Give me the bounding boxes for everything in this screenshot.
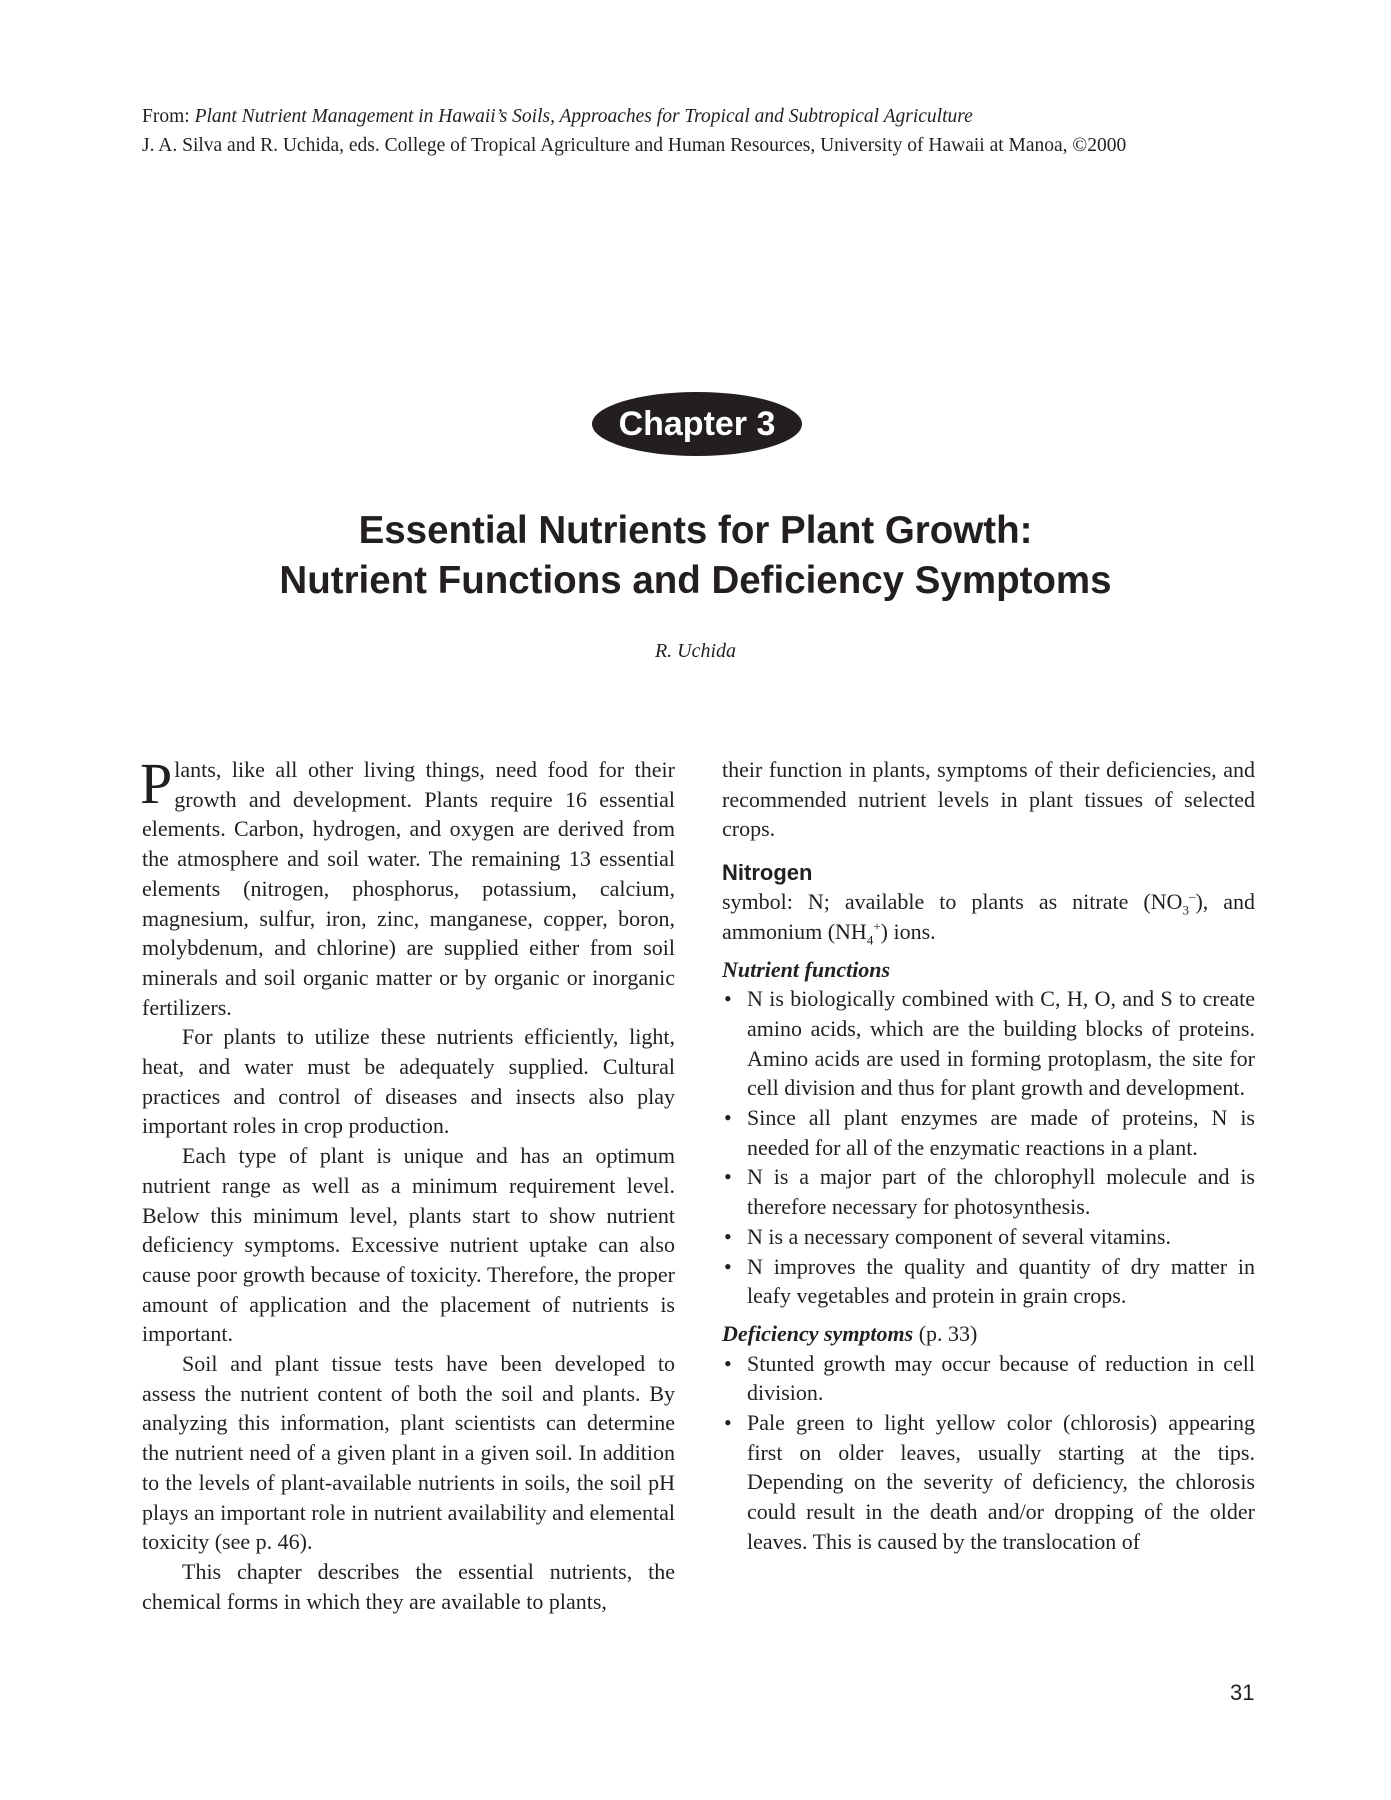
- functions-list: [722, 984, 1255, 1311]
- paragraph: their function in plants, symptoms of their deficiencies, and recommended nutrient levels in plant tissues of selected crops.: [722, 757, 1255, 842]
- source-citation: [142, 106, 973, 128]
- page-title-line1: Essential Nutrients for Plant Growth:: [358, 509, 1033, 552]
- nitrogen-symbol: symbol: N; available to plants as nitrate $(NO_3^-)$, and ammonium $(NH_4^+)$ ions.: [722, 888, 1256, 948]
- paragraph: Soil and plant tissue tests have been developed to assess the nutrient content of both the soil and plants. By analyzing this information, plant scientists can determine the nutrient need of a given plant in a given soil. In addition to the levels of plant-available nutrients in soils, the soil pH plays an important role in nutrient availability and elemental toxicity (see p. 46).: [142, 1351, 675, 1555]
- source-title: Plant Nutrient Management in Hawaii’s Soils, Approaches for Tropical and Subtropical Agriculture: [194, 106, 973, 127]
- page-number: 31: [1230, 1680, 1255, 1705]
- drop-cap: P: [140, 751, 173, 816]
- page-title-line2: Nutrient Functions and Deficiency Symptoms: [279, 559, 1112, 602]
- paragraph: This chapter describes the essential nutrients, the chemical forms in which they are available to plants,: [142, 1558, 675, 1614]
- section-heading-nitrogen: Nitrogen: [722, 860, 813, 886]
- left-column: [140, 751, 675, 1616]
- list-item: • N is a necessary component of several vitamins.: [722, 1222, 1255, 1252]
- list-item: • Since all plant enzymes are made of proteins, N is needed for all of the enzymatic reactions in a plant.: [722, 1103, 1255, 1162]
- author: R. Uchida: [654, 640, 737, 662]
- chapter-badge: Chapter 3: [592, 392, 802, 456]
- list-item: • Stunted growth may occur because of reduction in cell division.: [722, 1349, 1255, 1408]
- list-item: • Pale green to light yellow color (chlorosis) appearing first on older leaves, usually starting at the tips. Depending on the severity of deficiency, the chlorosis could result in the death and/or dropping of the older leaves. This is caused by the translocation of: [722, 1408, 1255, 1557]
- deficiency-list: [722, 1349, 1255, 1557]
- list-item: • N improves the quality and quantity of dry matter in leafy vegetables and protein in grain crops.: [722, 1252, 1255, 1311]
- intro-paragraph: [140, 751, 675, 1022]
- deficiency-heading: Deficiency symptoms (p. 33): [722, 1320, 978, 1346]
- paragraph-text: lants, like all other living things, need food for their growth and development. Plants require 16 essential elements. Carbon, hydrogen, and oxygen are derived from the atmosphere and soil water. The remaining 13 essential elements (nitrogen, phosphorus, potassium, calcium, magnesium, sulfur, iron, zinc, manganese, copper, boron, molybdenum, and chlorine) are supplied either from soil minerals and soil organic matter or by organic or inorganic fertilizers.: [142, 757, 675, 1020]
- list-item: • N is a major part of the chlorophyll molecule and is therefore necessary for photosynthesis.: [722, 1162, 1255, 1221]
- paragraph: For plants to utilize these nutrients efficiently, light, heat, and water must be adequately supplied. Cultural practices and control of diseases and insects also play important roles in crop production.: [142, 1024, 675, 1139]
- functions-heading: Nutrient functions: [722, 956, 891, 982]
- list-item: • N is biologically combined with C, H, O, and S to create amino acids, which are the building blocks of proteins. Amino acids are used in forming protoplasm, the site for cell division and thus for plant growth and development.: [722, 984, 1255, 1103]
- from-label: From:: [142, 106, 190, 127]
- page-reference: (p. 33): [918, 1320, 978, 1346]
- source-credits: J. A. Silva and R. Uchida, eds. College of Tropical Agriculture and Human Resources, University of Hawaii at Manoa, ©2000: [142, 135, 1127, 156]
- paragraph: Each type of plant is unique and has an optimum nutrient range as well as a minimum requirement level. Below this minimum level, plants start to show nutrient deficiency symptoms. Excessive nutrient uptake can also cause poor growth because of toxicity. Therefore, the proper amount of application and the placement of nutrients is important.: [142, 1143, 675, 1347]
- right-column: [722, 755, 1255, 1557]
